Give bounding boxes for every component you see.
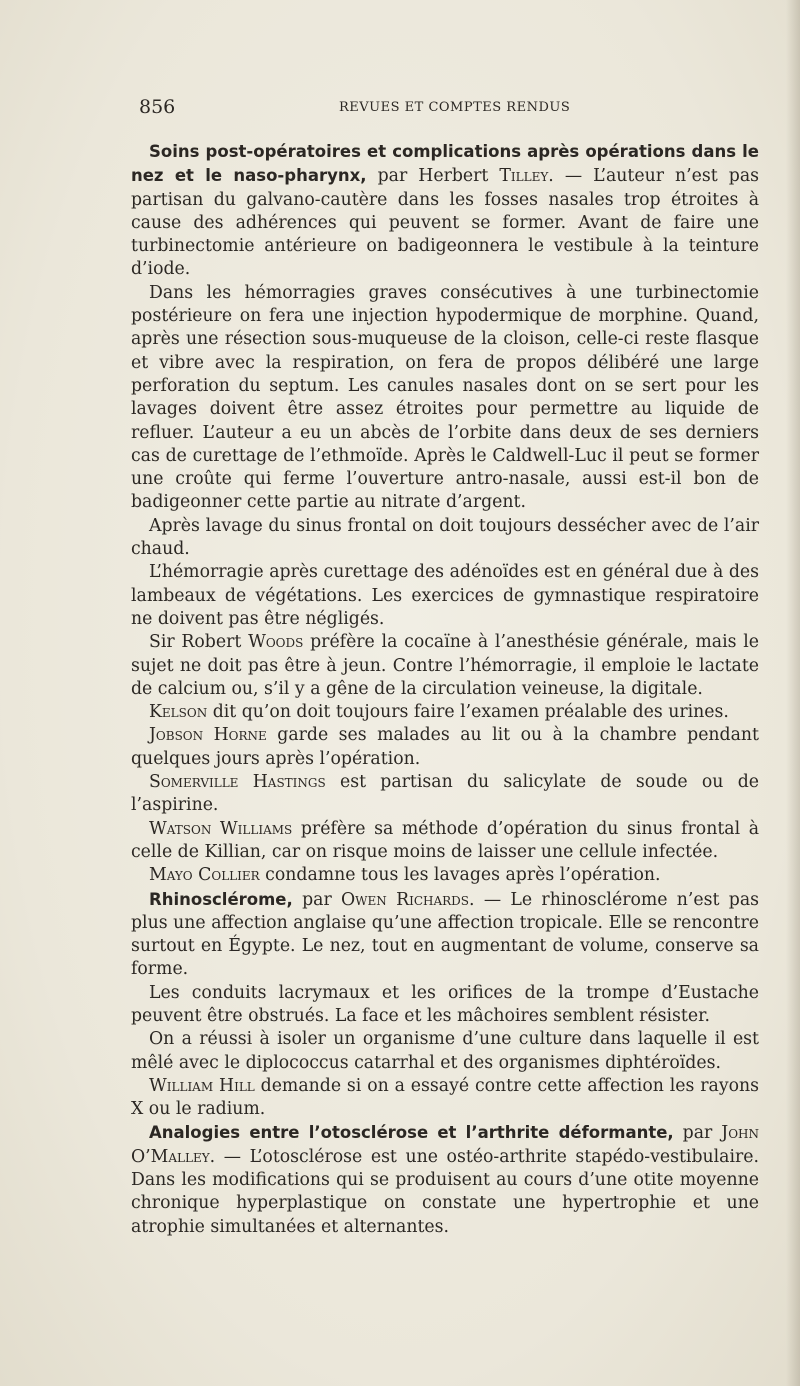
paragraph-hill: William Hill demande si on a essayé contre cette affection les rayons X ou le radium. — [131, 1075, 759, 1120]
paragraph-otosclerose: Analogies entre l’otosclérose et l’arthrite déformante, par John O’Malley. — L’otosclérose est une ostéo-arthrite stapédo-vestibulaire. Dans les modifications qui se produisent au cours d’une otite moyenne chronique hyperplastique on constate une hypertrophie et une atrophie simultanées et alternantes. — [131, 1123, 759, 1237]
paragraph-williams: Watson Williams préfère sa méthode d’opération du sinus frontal à celle de Killian, car on risque moins de laisser une cellule infectée. — [131, 818, 759, 862]
author-name: William Hill — [149, 1075, 255, 1096]
paragraph-rhinosclerome: Rhinosclérome, par Owen Richards. — Le rhinosclérome n’est pas plus une affection anglaise qu’une affection tropicale. Elle se rencontre surtout en Égypte. Le nez, tout en augmentant de volume, conserve sa forme. — [131, 889, 759, 980]
running-title: REVUES ET COMPTES RENDUS — [339, 100, 571, 115]
author-name: Somerville Hastings — [149, 772, 326, 793]
author-name: Woods — [248, 632, 304, 653]
paragraph: L’hémorragie après curettage des adénoïdes est en général due à des lambeaux de végétations. Les exercices de gymnastique respiratoire ne doivent pas être négligés. — [131, 562, 759, 629]
author-name: Kelson — [149, 702, 208, 723]
paragraph: Après lavage du sinus frontal on doit toujours dessécher avec de l’air chaud. — [131, 515, 759, 560]
paragraph: On a réussi à isoler un organisme d’une culture dans laquelle il est mêlé avec le diplococcus catarrhal et des organismes diphtéroïdes. — [131, 1029, 759, 1073]
paragraph: Les conduits lacrymaux et les orifices de la trompe d’Eustache peuvent être obstrués. La face et les mâchoires semblent résister. — [131, 982, 759, 1026]
author-name: John O’Malley — [131, 1123, 759, 1167]
paragraph-tilley: Soins post-opératoires et complications après opérations dans le nez et le naso-pharynx, par Herbert Tilley. — L’auteur n’est pas partisan du galvano-cautère dans les fosses nasales trop étroites à cause des adhérences qui peuvent se former. Avant de faire une turbinectomie antérieure on badigeonnera le vestibule à la teinture d’iode. — [131, 142, 760, 280]
section-heading-rhinosclerome: Rhinosclérome, — [149, 889, 293, 909]
author-name: Jobson Horne — [149, 725, 267, 746]
section-heading-soins: Soins post-opératoires et complications après opérations dans le nez et le naso-pharynx, — [131, 142, 759, 186]
section-heading-analogies: Analogies entre l’otosclérose et l’arthrite déformante, — [149, 1123, 674, 1143]
paragraph-horne: Jobson Horne garde ses malades au lit ou à la chambre pendant quelques jours après l’opération. — [131, 725, 759, 769]
page-edge-shadow — [786, 0, 800, 1386]
article-body — [131, 140, 759, 1239]
author-name: Owen Richards — [341, 889, 470, 910]
paragraph-hastings: Somerville Hastings est partisan du salicylate de soude ou de l’aspirine. — [131, 772, 759, 816]
paragraph-kelson: Kelson dit qu’on doit toujours faire l’examen préalable des urines. — [149, 702, 729, 723]
author-name: Mayo Collier — [149, 865, 260, 886]
paragraph: Dans les hémorragies graves consécutives à une turbinectomie postérieure on fera une injection hypodermique de morphine. Quand, après une résection sous-muqueuse de la cloison, celle-ci reste flasque et vibre avec la respiration, on fera de propos délibéré une large perforation du septum. Les canules nasales dont on se sert pour les lavages doivent être assez étroites pour permettre au liquide de refluer. L’auteur a eu un abcès de l’orbite dans deux de ses derniers cas de curettage de l’ethmoïde. Après le Caldwell-Luc il peut se former une croûte qui ferme l’ouverture antro-nasale, aussi est-il bon de badigeonner cette partie au nitrate d’argent. — [131, 282, 759, 513]
paragraph-collier: Mayo Collier condamne tous les lavages après l’opération. — [149, 865, 661, 886]
author-name: Watson Williams — [149, 818, 293, 839]
page-number: 856 — [139, 96, 176, 118]
author-name: Tilley — [499, 166, 549, 187]
paragraph-woods: Sir Robert Woods préfère la cocaïne à l’anesthésie générale, mais le sujet ne doit pas être à jeun. Contre l’hémorragie, il emploie le lactate de calcium ou, s’il y a gêne de la circulation veineuse, la digitale. — [131, 632, 759, 699]
page-header — [139, 96, 759, 120]
